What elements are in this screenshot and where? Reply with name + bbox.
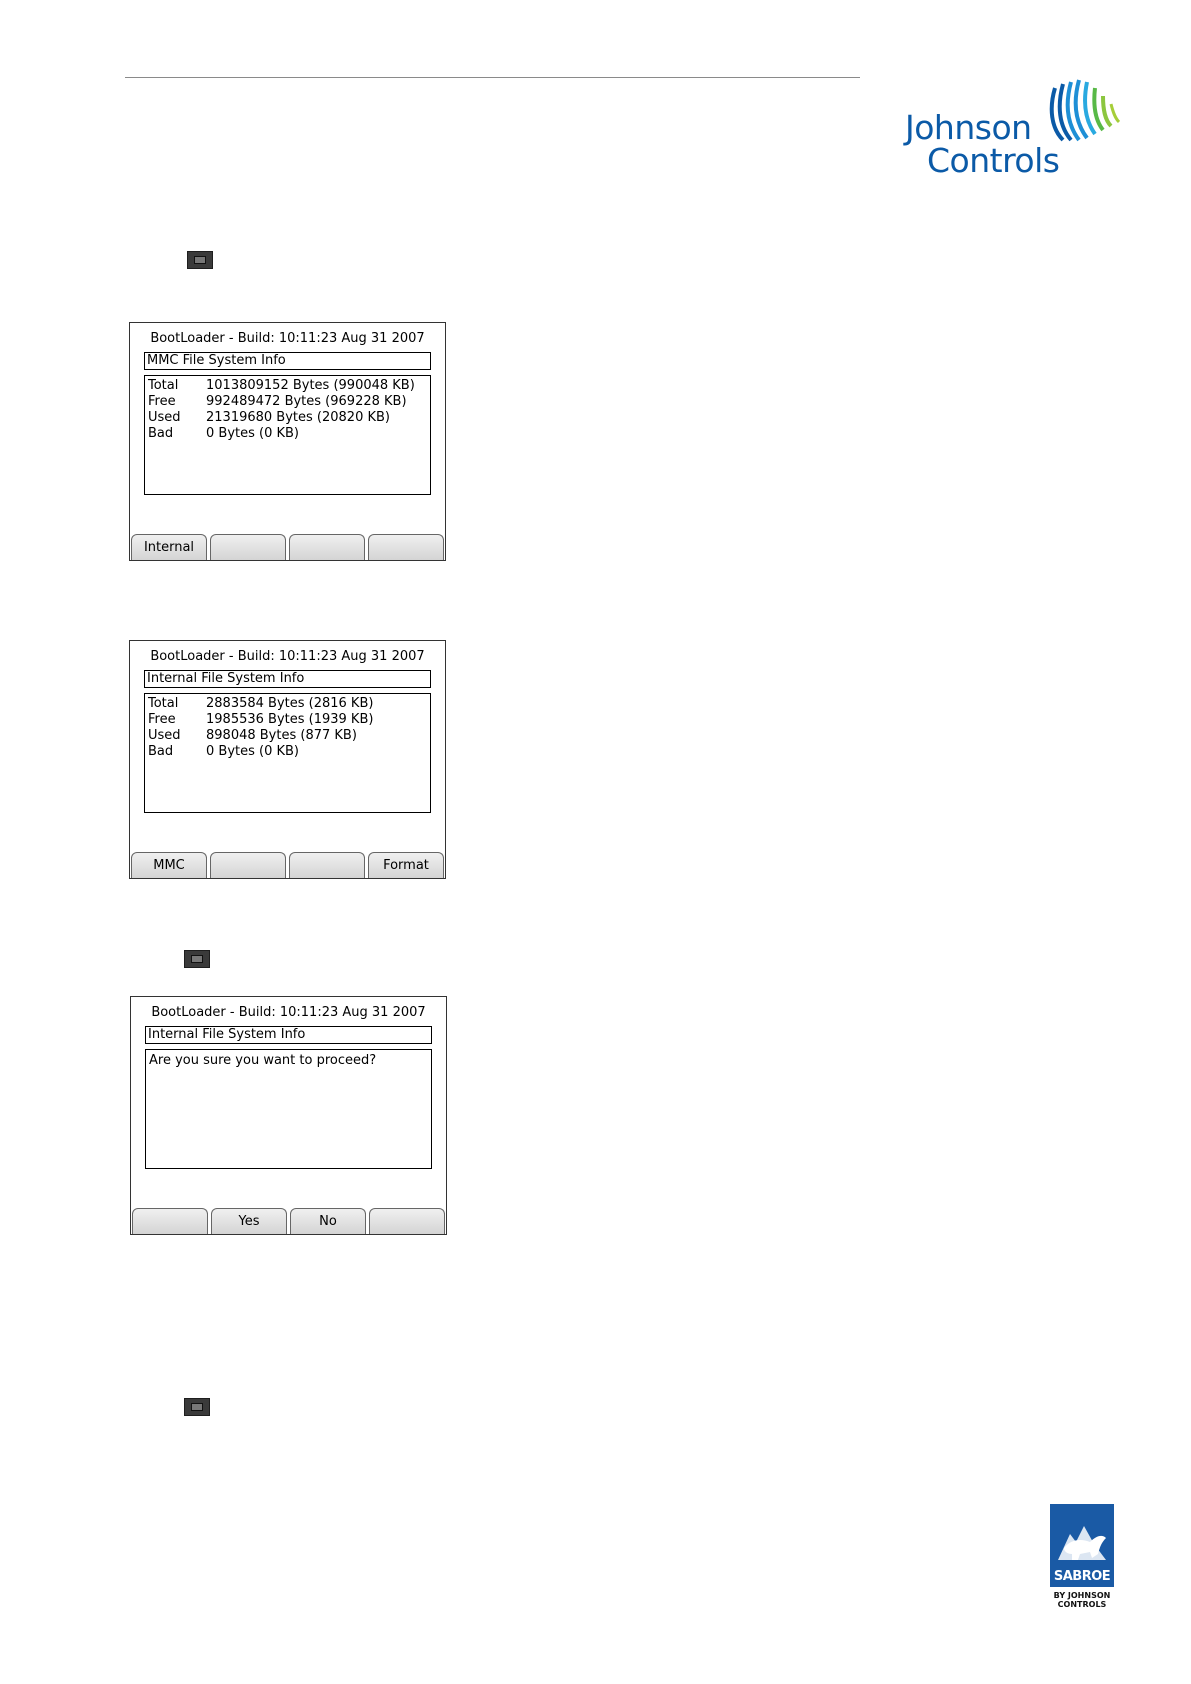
header-rule (125, 77, 860, 78)
sabroe-logo (1050, 1504, 1114, 1610)
info-row-total: Total 2883584 Bytes (2816 KB) (148, 696, 374, 711)
info-panel (144, 375, 431, 495)
info-row-used: Used 21319680 Bytes (20820 KB) (148, 410, 390, 425)
softkey-yes[interactable]: Yes (211, 1208, 287, 1234)
softkey-bar (130, 852, 445, 878)
softkey-bar (130, 534, 445, 560)
bootloader-header: BootLoader - Build: 10:11:23 Aug 31 2007 (150, 649, 425, 664)
screen-subtitle: MMC File System Info (144, 352, 431, 370)
polar-bear-icon (1050, 1504, 1114, 1566)
softkey-format[interactable]: Format (368, 852, 444, 878)
logo-word-johnson: Johnson (905, 108, 1032, 147)
sabroe-byline: BY JOHNSON CONTROLS (1053, 1591, 1111, 1609)
screen-subtitle: Internal File System Info (145, 1026, 432, 1044)
info-row-total: Total 1013809152 Bytes (990048 KB) (148, 378, 415, 393)
softkey-no[interactable]: No (290, 1208, 366, 1234)
mmc-file-system-screen (129, 322, 446, 561)
softkey-4[interactable] (369, 1208, 445, 1234)
info-row-bad: Bad 0 Bytes (0 KB) (148, 426, 300, 441)
info-row-bad: Bad 0 Bytes (0 KB) (148, 744, 300, 759)
softkey-internal[interactable]: Internal (131, 534, 207, 560)
screen-subtitle: Internal File System Info (144, 670, 431, 688)
softkey-3[interactable] (289, 852, 365, 878)
key-icon (187, 251, 213, 269)
softkey-2[interactable] (210, 852, 286, 878)
softkey-2[interactable] (210, 534, 286, 560)
internal-file-system-screen (129, 640, 446, 879)
info-row-used: Used 898048 Bytes (877 KB) (148, 728, 357, 743)
softkey-4[interactable] (368, 534, 444, 560)
info-panel (144, 693, 431, 813)
softkey-1[interactable] (132, 1208, 208, 1234)
key-icon (184, 1398, 210, 1416)
softkey-mmc[interactable]: MMC (131, 852, 207, 878)
message-panel (145, 1049, 432, 1169)
softkey-3[interactable] (289, 534, 365, 560)
info-row-free: Free 992489472 Bytes (969228 KB) (148, 394, 407, 409)
format-confirm-screen (130, 996, 447, 1235)
confirm-message: Are you sure you want to proceed? (149, 1053, 377, 1068)
bootloader-header: BootLoader - Build: 10:11:23 Aug 31 2007 (151, 1005, 426, 1020)
info-row-free: Free 1985536 Bytes (1939 KB) (148, 712, 374, 727)
johnson-controls-logo (905, 78, 1120, 183)
sabroe-wordmark: SABROE (1053, 1569, 1111, 1584)
softkey-bar (131, 1208, 446, 1234)
logo-word-controls: Controls (927, 141, 1060, 180)
sabroe-badge (1050, 1504, 1114, 1587)
key-icon (184, 950, 210, 968)
johnson-controls-wave-icon (1045, 78, 1120, 150)
bootloader-header: BootLoader - Build: 10:11:23 Aug 31 2007 (150, 331, 425, 346)
